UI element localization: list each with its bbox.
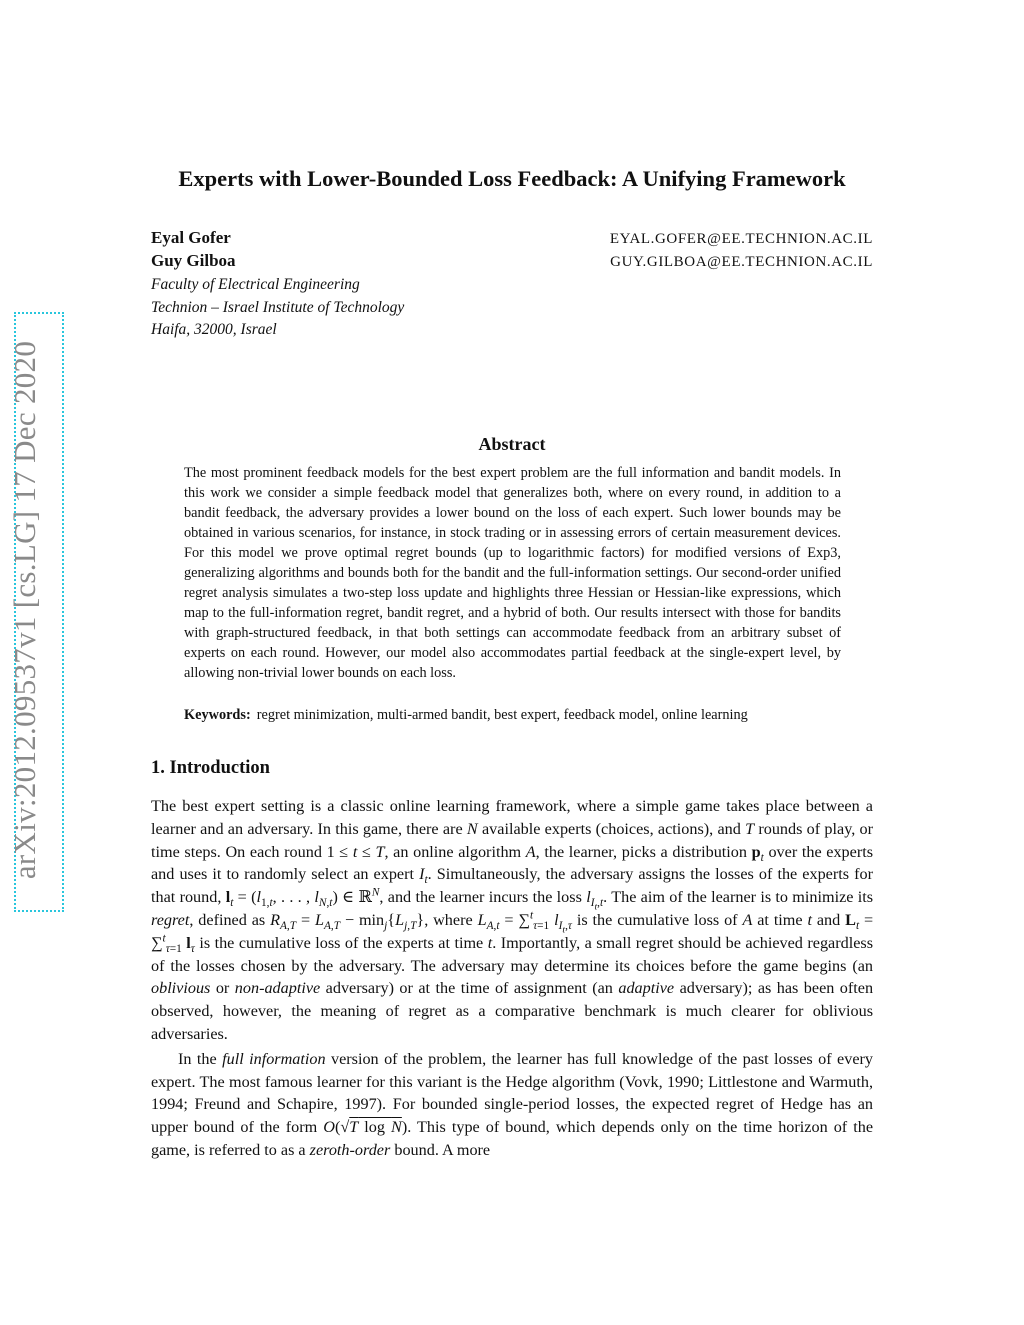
author-name: Eyal Gofer [151,228,231,247]
keywords-label: Keywords: [184,707,251,723]
abstract-text: The most prominent feedback models for the best expert problem are the full information and bandit models. In this work we consider a simple feedback model that generalizes both, where on every round, in addition to a bandit feedback, the adversary provides a lower bound on the loss of each expert. Such lower bounds may be obtained in various scenarios, for instance, in stock trading or in assessing errors of certain measurement devices. For this model we prove optimal regret bounds (up to logarithmic factors) for modified versions of Exp3, generalizing algorithms and bounds both for the bandit and the full-information settings. Our second-order unified regret analysis simulates a two-step loss update and highlights three Hessian or Hessian-like expressions, which map to the full-information regret, bandit regret, and a hybrid of both. Our results intersect with those for bandits with graph-structured feedback, in that both settings can accommodate feedback from an arbitrary subset of experts on each round. However, our model also accommodates partial feedback at the single-expert level, by allowing non-trivial lower bounds on each loss. [184,465,841,681]
intro-paragraph: In the full information version of the problem, the learner has full knowledge of the past losses of every expert. The most famous learner for this variant is the Hedge algorithm (Vovk, 1990; Littlestone and Warmuth, 1994; Freund and Schapire, 1997). For bounded single-period losses, the expected regret of Hedge has an upper bound of the form O(√T log N). This type of bound, which depends only on the time horizon of the game, is referred to as a zeroth-order bound. A more [151,1049,874,1159]
arxiv-identifier: arXiv:2012.09537v1 [cs.LG] 17 Dec 2020 [7,340,42,880]
author-email: GUY.GILBOA@EE.TECHNION.AC.IL [610,254,873,270]
affiliation-line: Faculty of Electrical Engineering [151,276,360,293]
paper-title: Experts with Lower-Bounded Loss Feedback: A Unifying Framework [178,166,846,191]
introduction-body [151,795,873,1162]
keywords-list: regret minimization, multi-armed bandit, best expert, feedback model, online learning [256,707,748,723]
author-name: Guy Gilboa [151,251,236,270]
abstract-heading: Abstract [478,434,546,454]
affiliation-line: Technion – Israel Institute of Technology [151,298,405,316]
regret-term: regret [151,910,190,929]
section-heading-introduction: 1. Introduction [151,758,270,778]
keywords-line [184,707,841,724]
author-row [151,228,873,251]
author-row [151,251,873,274]
author-email: EYAL.GOFER@EE.TECHNION.AC.IL [609,231,873,247]
author-block [151,228,873,342]
affiliation-line: Haifa, 32000, Israel [151,321,277,338]
intro-paragraph: The best expert setting is a classic online learning framework, where a simple game takes place between a learner and an adversary. In this game, there are N available experts (choices, actions), and T rounds of play, or time steps. On each round 1 ≤ t ≤ T, an online algorithm A, the learner, picks a distribution $p_t$ over the experts and uses it to randomly select an expert $I_t$. Simultaneously, the adversary assigns the losses of the experts for that round, $l_t = (l_{1,t}$, . . . , $l_{N,t}$) ∈ ℝ$^N$, and the learner incurs the loss $l_{I_t,t}$. The aim of the learner is to minimize its regret, defined as $R_{A,T} = L_{A,T} - \min_j\{L_{j,T}\}$, where $L_{A,t} = \sum^t_{\tau=1}$ $l_{I_t,\tau}$ is the cumulative loss of A at time t and $L_t = \sum^t_{\tau=1}$ $l_\tau$ is the cumulative loss of the experts at time t. Importantly, a small regret should be achieved regardless of the losses chosen by the adversary. The adversary may determine its choices before the game begins (an oblivious or non-adaptive adversary) or at the time of assignment (an adaptive adversary); as has been often observed, however, the meaning of regret as a comparative benchmark is much clearer for oblivious adversaries. [151,797,874,1043]
